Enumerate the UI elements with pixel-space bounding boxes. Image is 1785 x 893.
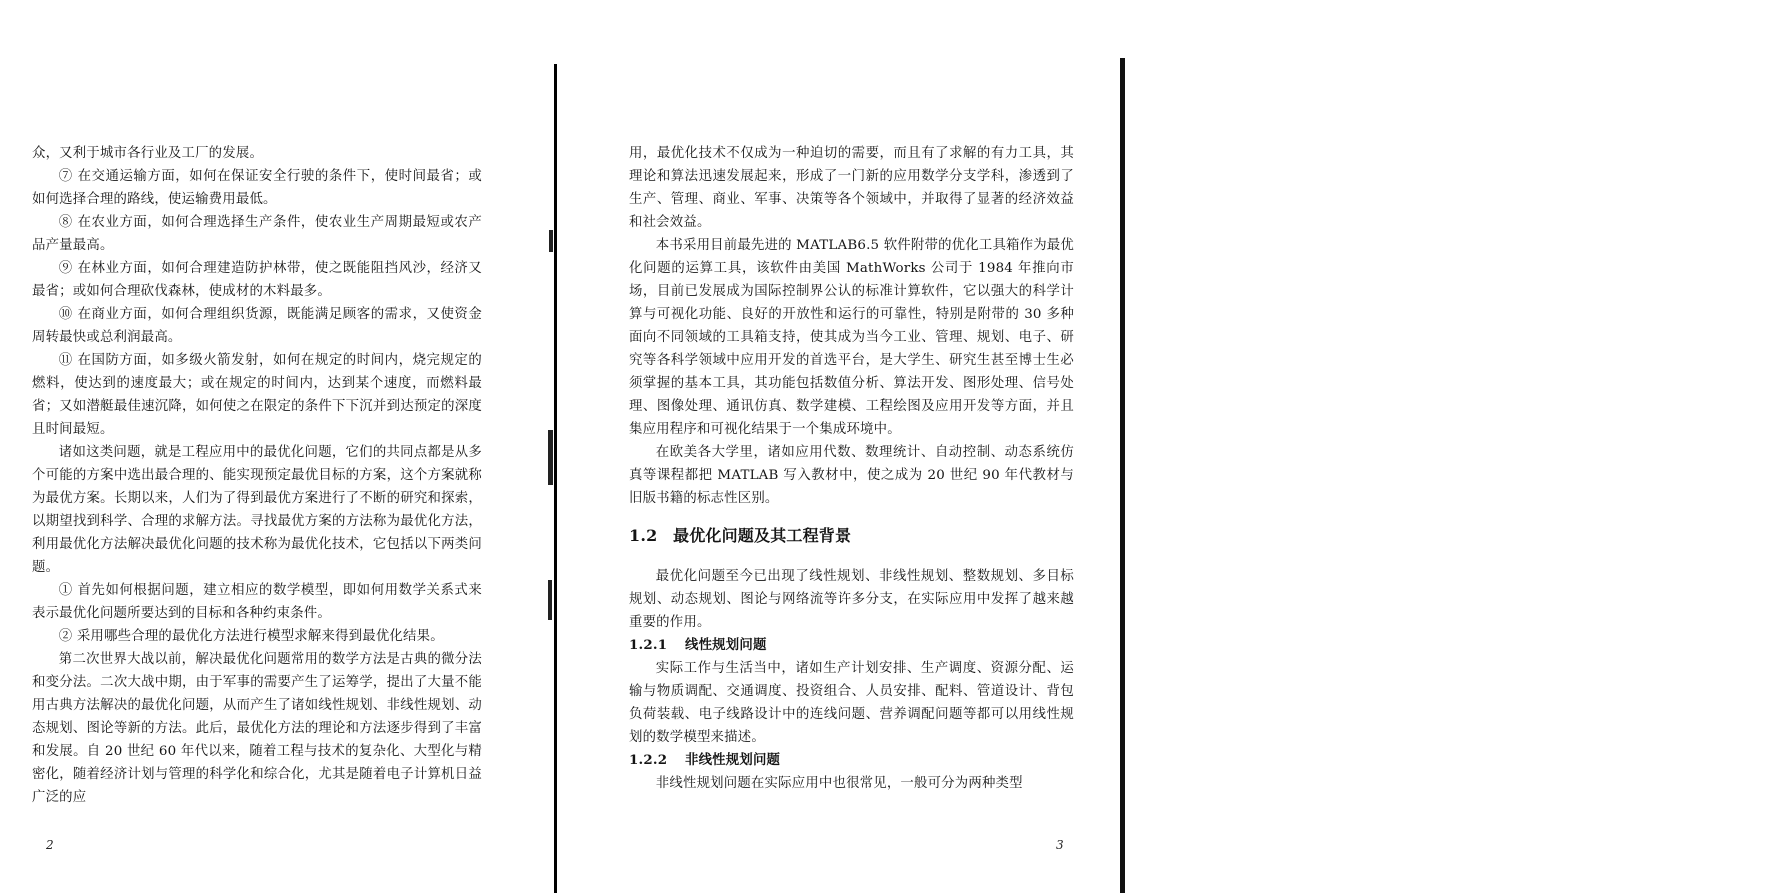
scan-artifact [549,230,553,252]
paragraph: 用，最优化技术不仅成为一种迫切的需要，而且有了求解的有力工具，其理论和算法迅速发展起来，形成了一门新的应用数学分支学科，渗透到了生产、管理、商业、军事、决策等各个领域中，并取得了显著的经济效益和社会效益。 [629,146,1074,230]
left-page-body [32,142,482,809]
subsection-number: 1.2.1 [629,637,668,653]
scan-artifact [548,430,553,485]
page-number: 2 [46,838,54,852]
subsection-number: 1.2.2 [629,752,668,768]
paragraph: 诸如这类问题，就是工程应用中的最优化问题，它们的共同点都是从多个可能的方案中选出最合理的、能实现预定最优目标的方案，这个方案就称为最优方案。长期以来，人们为了得到最优方案进行了不断的研究和探索，以期望找到科学、合理的求解方法。寻找最优方案的方法称为最优化方法，利用最优化方法解决最优化问题的技术称为最优化技术，它包括以下两类问题。 [32,445,482,575]
paragraph: ② 采用哪些合理的最优化方法进行模型求解来得到最优化结果。 [58,629,444,644]
paragraph: 第二次世界大战以前，解决最优化问题常用的数学方法是古典的微分法和变分法。二次大战中期，由于军事的需要产生了运筹学，提出了大量不能用古典方法解决的最优化问题，从而产生了诸如线性规划、非线性规划、动态规划、图论等新的方法。此后，最优化方法的理论和方法逐步得到了丰富和发展。自 20 世纪 60 年代以来，随着工程与技术的复杂化、大型化与精密化，随着经济计划与管理的科学化和综合化，尤其是随着电子计算机日益广泛的应 [32,652,482,805]
paragraph: ⑪ 在国防方面，如多级火箭发射，如何在规定的时间内，烧完规定的燃料，使达到的速度最大；或在规定的时间内，达到某个速度，而燃料最省；又如潜艇最佳速沉降，如何使之在限定的条件下下沉并到达预定的深度且时间最短。 [32,353,482,437]
paragraph: ① 首先如何根据问题，建立相应的数学模型，即如何用数学关系式来表示最优化问题所要达到的目标和各种约束条件。 [32,583,482,621]
section-title: 最优化问题及其工程背景 [673,526,852,545]
spine-edge [1120,58,1125,893]
subsection-title: 非线性规划问题 [685,752,781,768]
section-heading [629,524,1074,548]
subsection-heading [629,634,1074,657]
binding-edge [554,64,557,893]
subsection-heading [629,749,1074,772]
scan-artifact [548,580,552,620]
right-page-body [629,142,1074,795]
paragraph: ⑩ 在商业方面，如何合理组织货源，既能满足顾客的需求，又使资金周转最快或总利润最高。 [32,307,482,345]
paragraph: 众，又利于城市各行业及工厂的发展。 [32,146,264,161]
left-page [0,0,558,893]
subsection-title: 线性规划问题 [685,637,767,653]
paragraph: 在欧美各大学里，诸如应用代数、数理统计、自动控制、动态系统仿真等课程都把 MATLAB 写入教材中，使之成为 20 世纪 90 年代教材与旧版书籍的标志性区别。 [629,445,1074,506]
paragraph: 非线性规划问题在实际应用中也很常见，一般可分为两种类型 [655,776,1023,791]
paragraph: ⑦ 在交通运输方面，如何在保证安全行驶的条件下，使时间最省；或如何选择合理的路线，使运输费用最低。 [32,169,482,207]
paragraph: ⑨ 在林业方面，如何合理建造防护林带，使之既能阻挡风沙，经济又最省；或如何合理砍伐森林，使成材的木料最多。 [32,261,482,299]
page-number: 3 [1056,838,1064,852]
paragraph: 最优化问题至今已出现了线性规划、非线性规划、整数规划、多目标规划、动态规划、图论与网络流等许多分支，在实际应用中发挥了越来越重要的作用。 [629,569,1074,630]
paragraph: 实际工作与生活当中，诸如生产计划安排、生产调度、资源分配、运输与物质调配、交通调度、投资组合、人员安排、配料、管道设计、背包负荷装载、电子线路设计中的连线问题、营养调配问题等都可以用线性规划的数学模型来描述。 [629,661,1074,745]
section-number: 1.2 [629,526,658,545]
paragraph: 本书采用目前最先进的 MATLAB6.5 软件附带的优化工具箱作为最优化问题的运算工具，该软件由美国 MathWorks 公司于 1984 年推向市场，目前已发展成为国际控制界公认的标准计算软件，它以强大的科学计算与可视化功能、良好的开放性和运行的可靠性，特别是附带的 30 多种面向不同领域的工具箱支持，使其成为当今工业、管理、规划、电子、研究等各科学领域中应用开发的首选平台，是大学生、研究生甚至博士生必须掌握的基本工具，其功能包括数值分析、算法开发、图形处理、信号处理、图像处理、通讯仿真、数学建模、工程绘图及应用开发等方面，并且集应用程序和可视化结果于一个集成环境中。 [629,238,1074,437]
paragraph: ⑧ 在农业方面，如何合理选择生产条件，使农业生产周期最短或农产品产量最高。 [32,215,482,253]
